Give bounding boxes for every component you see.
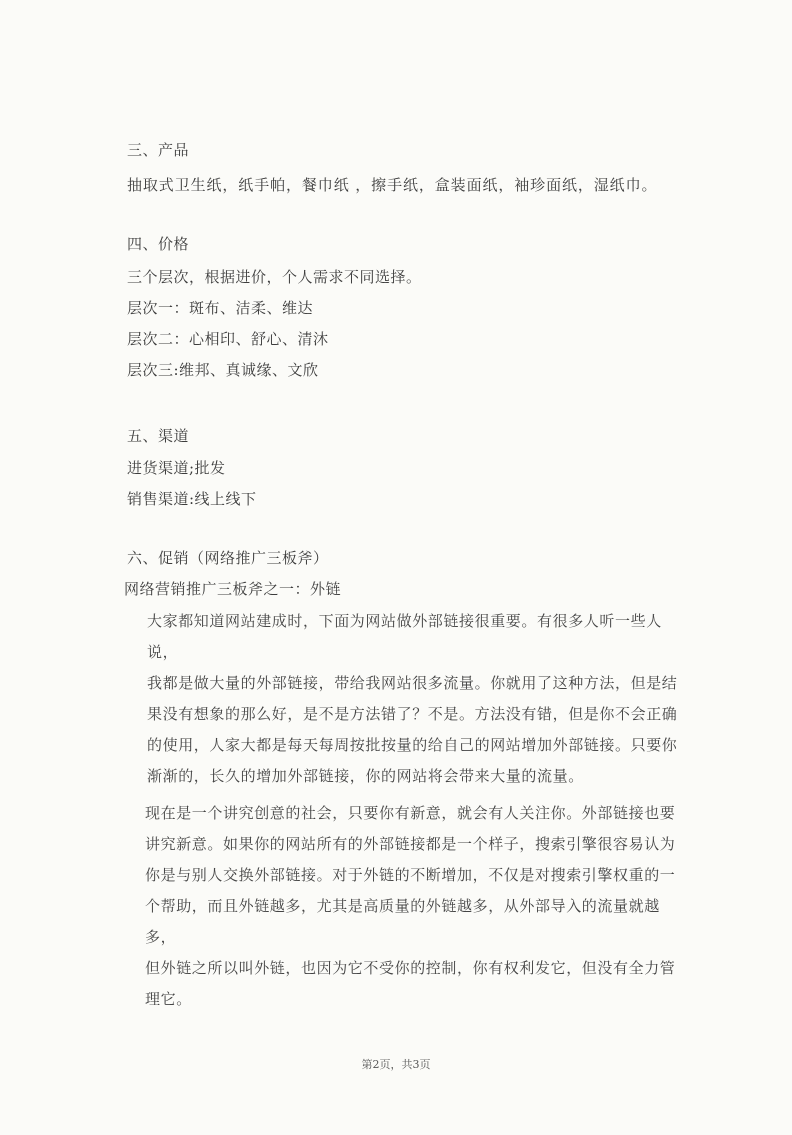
promotion-paragraph-1 — [147, 606, 687, 792]
channel-sales: 销售渠道:线上线下 — [127, 490, 257, 508]
paragraph-1-line: 的使用，人家大都是每天每周按批按量的给自己的网站增加外部链接。只要你 — [147, 736, 678, 754]
price-tier-2: 层次二：心相印、舒心、清沐 — [127, 330, 329, 348]
price-intro: 三个层次，根据进价，个人需求不同选择。 — [127, 268, 422, 286]
paragraph-2-line: 你是与别人交换外部链接。对于外链的不断增加，不仅是对搜索引擎权重的一 — [145, 866, 676, 884]
promotion-paragraph-2 — [145, 798, 685, 1015]
paragraph-1-line: 我都是做大量的外部链接，带给我网站很多流量。你就用了这种方法，但是结 — [147, 674, 678, 692]
paragraph-1-line: 果没有想象的那么好，是不是方法错了？不是。方法没有错，但是你不会正确 — [147, 705, 678, 723]
paragraph-2-line: 理它。 — [145, 990, 192, 1008]
section-heading-price: 四、价格 — [127, 235, 190, 253]
price-tier-3: 层次三:维邦、真诚缘、文欣 — [127, 361, 319, 379]
paragraph-2-line: 但外链之所以叫外链，也因为它不受你的控制，你有权利发它，但没有全力管 — [145, 959, 676, 977]
section-heading-promotion: 六、促销（网络推广三板斧） — [127, 549, 329, 567]
paragraph-1-line: 大家都知道网站建成时，下面为网站做外部链接很重要。有很多人听一些人说， — [147, 612, 662, 661]
paragraph-1-line: 渐渐的，长久的增加外部链接，你的网站将会带来大量的流量。 — [147, 767, 584, 785]
section-heading-products: 三、产品 — [127, 141, 190, 159]
paragraph-2-line: 现在是一个讲究创意的社会，只要你有新意，就会有人关注你。外部链接也要 — [145, 804, 676, 822]
paragraph-2-line: 个帮助，而且外链越多，尤其是高质量的外链越多，从外部导入的流量就越多， — [145, 897, 660, 946]
channel-purchase: 进货渠道;批发 — [127, 459, 226, 477]
products-list: 抽取式卫生纸，纸手帕，餐巾纸 ，擦手纸，盒装面纸，袖珍面纸，湿纸巾。 — [127, 176, 658, 194]
page-number-footer: 第2页，共3页 — [361, 1058, 431, 1071]
price-tier-1: 层次一：斑布、洁柔、维达 — [127, 299, 314, 317]
promotion-subheading: 网络营销推广三板斧之一：外链 — [124, 580, 342, 598]
paragraph-2-line: 讲究新意。如果你的网站所有的外部链接都是一个样子，搜索引擎很容易认为 — [145, 835, 676, 853]
section-heading-channels: 五、渠道 — [127, 427, 190, 445]
